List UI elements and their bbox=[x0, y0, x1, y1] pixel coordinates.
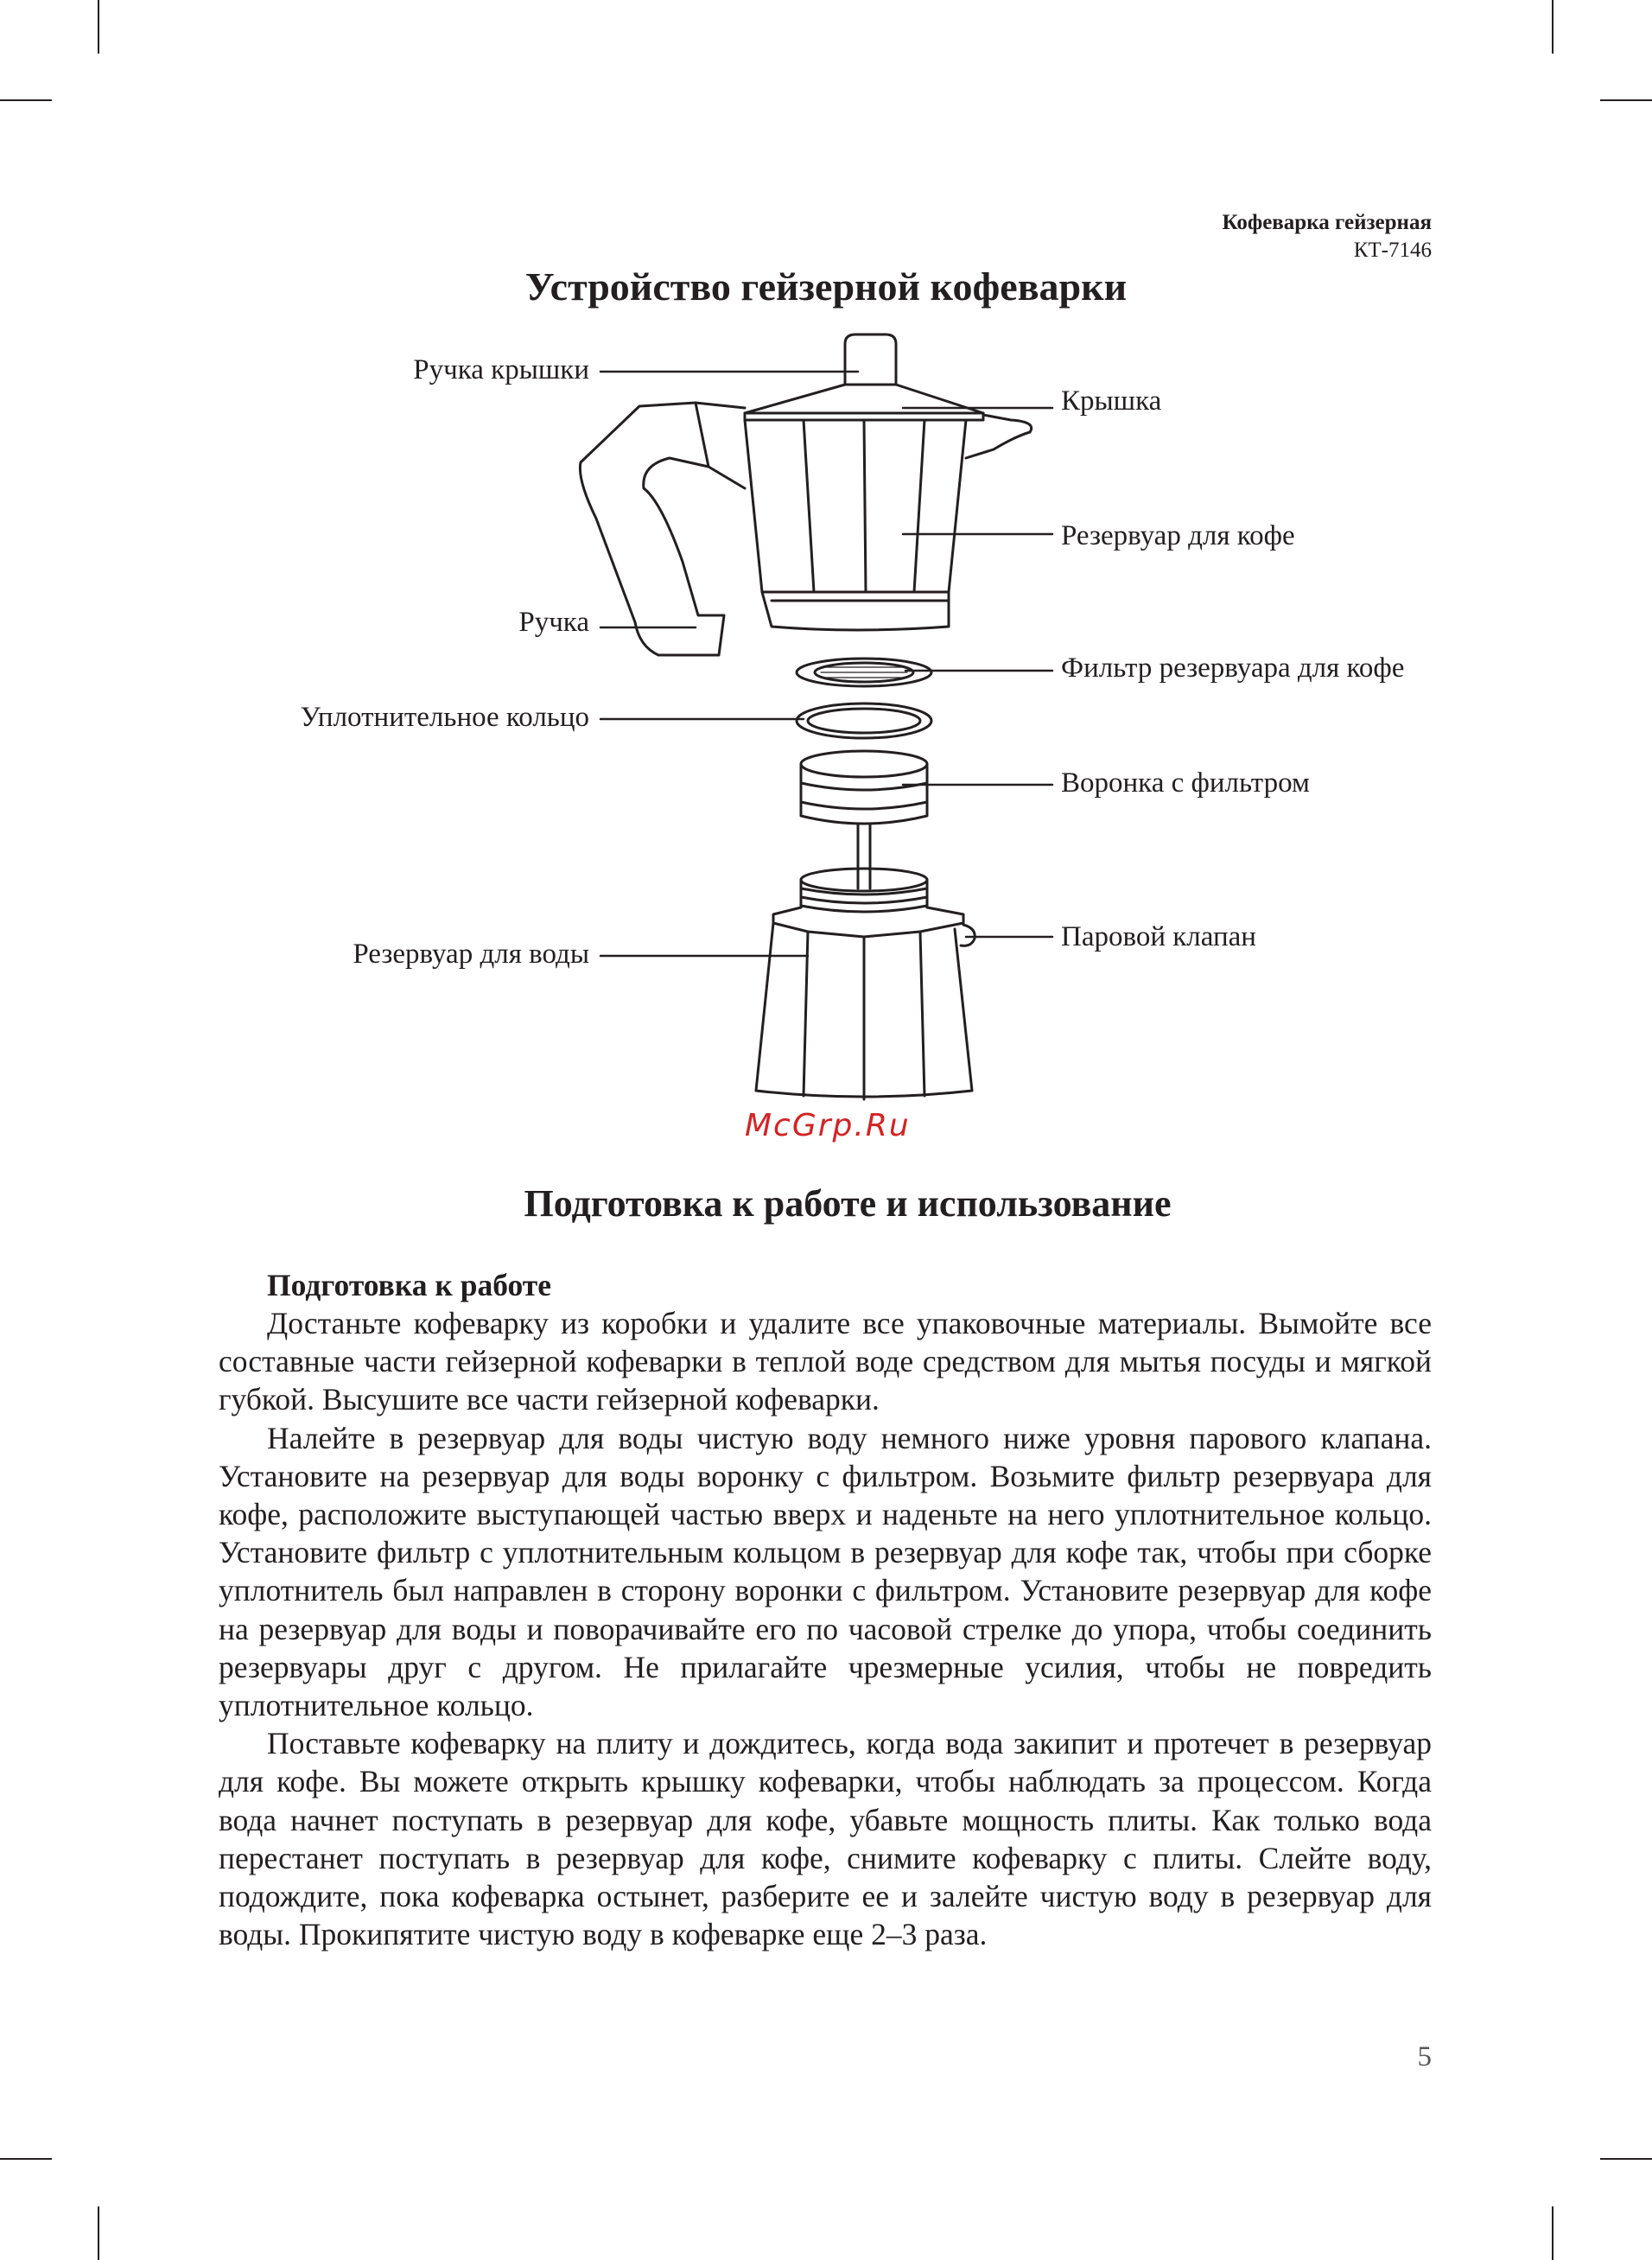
watermark: McGrp.Ru bbox=[745, 1108, 911, 1143]
label-funnel: Воронка с фильтром bbox=[1061, 767, 1310, 799]
label-handle: Ручка bbox=[518, 607, 589, 638]
label-sealing-ring: Уплотнительное кольцо bbox=[300, 702, 589, 733]
label-lid: Крышка bbox=[1061, 385, 1162, 417]
header-product: Кофеварка гейзерная bbox=[1222, 211, 1432, 234]
label-lid-handle: Ручка крышки bbox=[413, 354, 589, 385]
paragraph: Достаньте кофеварку из коробки и удалите все упаковочные материалы. Вымойте все составные части гейзерной кофеварки в теплой воде средством для мытья посуды и мягкой губкой. Высушите все части гейзерной кофеварки. bbox=[219, 1306, 1432, 1417]
crop-mark bbox=[1600, 2158, 1652, 2160]
section-title: Подготовка к работе и использование bbox=[524, 1182, 1172, 1225]
crop-mark bbox=[98, 2206, 99, 2260]
crop-mark bbox=[0, 2158, 52, 2160]
header-model: КТ-7146 bbox=[1353, 239, 1432, 262]
label-steam-valve: Паровой клапан bbox=[1061, 921, 1256, 952]
label-coffee-reservoir: Резервуар для кофе bbox=[1061, 520, 1295, 551]
label-coffee-filter: Фильтр резервуара для кофе bbox=[1061, 653, 1405, 684]
label-water-reservoir: Резервуар для воды bbox=[353, 939, 589, 970]
paragraph: Налейте в резервуар для воды чистую воду немного ниже уровня парового клапана. Установите на резервуар для воды воронку с фильтром. Возьмите фильтр резервуара для кофе, расположите выступающей частью вверх и наденьте на него уплотнительное кольцо. Установите фильтр с уплотнительным кольцом в резервуар для кофе так, чтобы при сборке уплотнитель был направлен в сторону воронки с фильтром. Установите резервуар для кофе на резервуар для воды и поворачивайте его по часовой стрелке до упора, чтобы соединить резервуары друг с другом. Не прилагайте чрезмерные усилия, чтобы не повредить уплотнительное кольцо. bbox=[219, 1420, 1432, 1723]
section-subtitle: Подготовка к работе bbox=[267, 1268, 551, 1302]
paragraph: Поставьте кофеварку на плиту и дождитесь, когда вода закипит и протечет в резервуар для кофе. Вы можете открыть крышку кофеварки, чтобы наблюдать за процессом. Когда вода начнет поступать в резервуар для кофе, убавьте мощность плиты. Как только вода перестанет поступать в резервуар для кофе, снимите кофеварку с плиты. Слейте воду, подождите, пока кофеварка остынет, разберите ее и залейте чистую воду в резервуар для воды. Прокипятите чистую воду в кофеварке еще 2–3 раза. bbox=[219, 1726, 1432, 1952]
crop-mark bbox=[1552, 2206, 1554, 2260]
body-text bbox=[219, 1266, 1432, 1953]
diagram-title: Устройство гейзерной кофеварки bbox=[524, 264, 1128, 309]
page-number: 5 bbox=[1417, 2041, 1432, 2072]
